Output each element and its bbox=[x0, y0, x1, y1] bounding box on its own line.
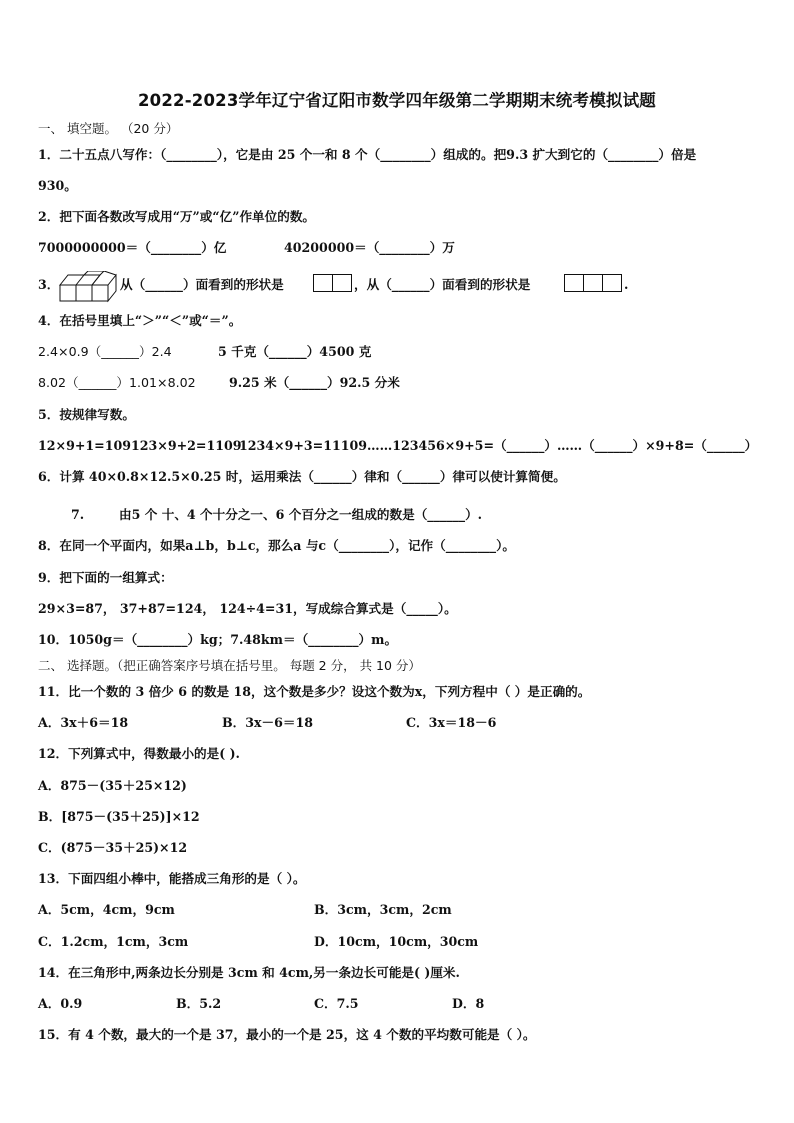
question-9-stem: 9．把下面的一组算式： bbox=[38, 570, 173, 585]
question-4-item-a: 2.4×0.9（______）2.4 bbox=[38, 344, 172, 359]
question-15-stem: 15．有 4 个数，最大的一个是 37，最小的一个是 25，这 4 个数的平均数可能是（ ）。 bbox=[38, 1027, 536, 1042]
question-7: 由5 个 十、4 个十分之一、6 个百分之一组成的数是（______）. bbox=[119, 507, 483, 522]
question-11-option-b: B．3x－6＝18 bbox=[222, 715, 313, 730]
question-11-option-a: A．3x＋6＝18 bbox=[38, 715, 129, 730]
question-8: 8．在同一个平面内，如果a⊥b，b⊥c，那么a 与c（________），记作（________）。 bbox=[38, 538, 515, 553]
question-7-number: 7. bbox=[71, 507, 85, 522]
question-5-stem: 5．按规律写数。 bbox=[38, 407, 135, 422]
question-5-eq-1: 12×9+1=109 bbox=[38, 438, 131, 453]
section-header-fill-blank: 一、 填空题。 （20 分） bbox=[38, 121, 179, 136]
question-13-stem: 13．下面四组小棒中，能搭成三角形的是（ ）。 bbox=[38, 871, 306, 886]
question-13-option-b: B．3cm，3cm，2cm bbox=[314, 902, 452, 917]
question-2-item-2: 40200000＝（________）万 bbox=[284, 240, 455, 255]
section-header-choice: 二、 选择题。（把正确答案序号填在括号里。 每题 2 分， 共 10 分） bbox=[38, 658, 421, 673]
question-5-eq-3: 1234×9+3=11109……123456×9+5=（______）……（______）×9+8=（______） bbox=[239, 438, 758, 453]
cube-figure-icon bbox=[58, 271, 118, 303]
question-1-line-1: 1．二十五点八写作：（________），它是由 25 个一和 8 个（________）组成的。把9.3 扩大到它的（________）倍是 bbox=[38, 147, 697, 162]
question-13-option-a: A．5cm，4cm，9cm bbox=[38, 902, 175, 917]
question-3-part-1: 从（______）面看到的形状是 bbox=[120, 277, 284, 292]
question-14-option-d: D．8 bbox=[452, 996, 485, 1011]
question-14-option-b: B．5.2 bbox=[176, 996, 222, 1011]
question-13-option-d: D．10cm，10cm，30cm bbox=[314, 934, 479, 949]
shape-three-squares bbox=[563, 274, 623, 292]
question-9-body: 29×3=87， 37+87=124， 124÷4=31，写成综合算式是（_____）。 bbox=[38, 601, 457, 616]
question-3-end: . bbox=[624, 277, 629, 292]
question-4-item-d: 9.25 米（______）92.5 分米 bbox=[229, 375, 400, 390]
question-2-stem: 2．把下面各数改写成用“万”或“亿”作单位的数。 bbox=[38, 209, 316, 224]
question-4-item-c: 8.02（______）1.01×8.02 bbox=[38, 375, 196, 390]
question-4-stem: 4．在括号里填上“＞”“＜”或“＝”。 bbox=[38, 313, 242, 328]
question-1-line-2: 930。 bbox=[38, 178, 77, 193]
question-6: 6．计算 40×0.8×12.5×0.25 时，运用乘法（______）律和（______）律可以使计算简便。 bbox=[38, 469, 566, 484]
question-3-number: 3． bbox=[38, 277, 60, 292]
question-12-option-a: A．875－(35＋25×12) bbox=[38, 778, 187, 793]
question-12-option-c: C．(875－35＋25)×12 bbox=[38, 840, 188, 855]
question-4-item-b: 5 千克（______）4500 克 bbox=[218, 344, 372, 359]
question-14-option-a: A．0.9 bbox=[38, 996, 83, 1011]
question-14-stem: 14．在三角形中,两条边长分别是 3cm 和 4cm,另一条边长可能是( )厘米. bbox=[38, 965, 460, 980]
question-2-item-1: 7000000000＝（________）亿 bbox=[38, 240, 227, 255]
question-10: 10．1050g＝（________）kg；7.48km＝（________）m。 bbox=[38, 632, 398, 647]
question-11-stem: 11．比一个数的 3 倍少 6 的数是 18，这个数是多少？设这个数为x，下列方程中（ ）是正确的。 bbox=[38, 684, 591, 699]
question-13-option-c: C．1.2cm，1cm，3cm bbox=[38, 934, 189, 949]
question-5-eq-2: 123×9+2=1109 bbox=[131, 438, 242, 453]
question-12-stem: 12．下列算式中，得数最小的是( ). bbox=[38, 746, 240, 761]
question-11-option-c: C．3x＝18－6 bbox=[406, 715, 497, 730]
page-title: 2022-2023学年辽宁省辽阳市数学四年级第二学期期末统考模拟试题 bbox=[138, 91, 656, 110]
question-12-option-b: B．[875－(35＋25)]×12 bbox=[38, 809, 200, 824]
question-3-part-2: ，从（______）面看到的形状是 bbox=[354, 277, 531, 292]
shape-two-squares bbox=[312, 274, 353, 292]
question-14-option-c: C．7.5 bbox=[314, 996, 359, 1011]
